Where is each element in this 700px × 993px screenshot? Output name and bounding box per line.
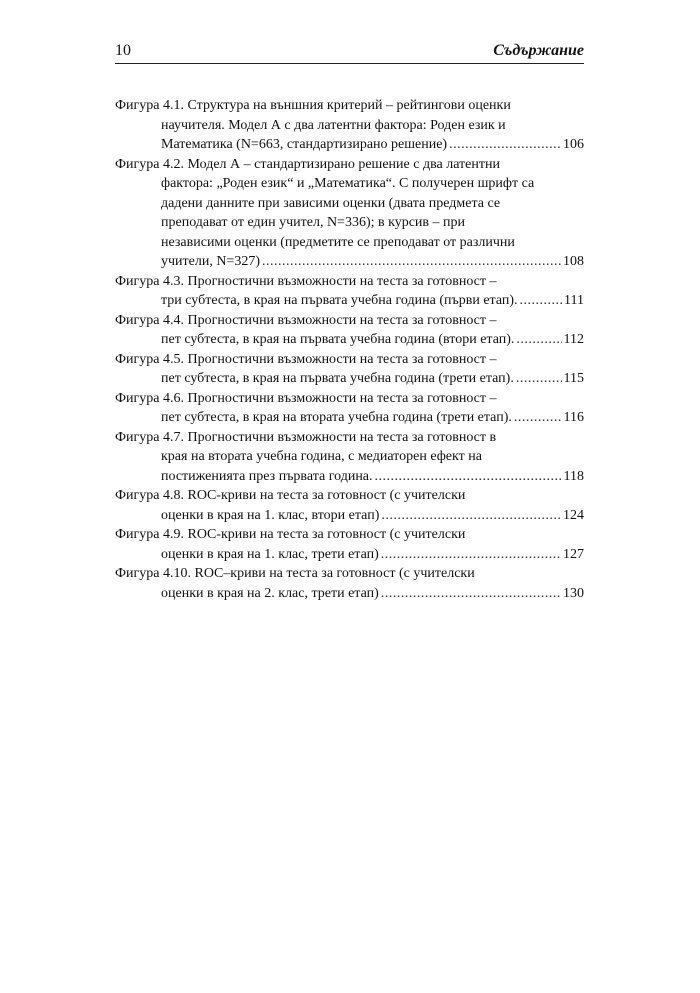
toc-entry-line — [115, 194, 584, 214]
dot-leader — [516, 330, 561, 350]
toc-entry[interactable] — [115, 155, 584, 272]
toc-entry-line — [115, 564, 584, 584]
toc-entry-line — [115, 252, 584, 272]
toc-entry[interactable] — [115, 311, 584, 350]
toc-entry-line — [115, 467, 584, 487]
toc-entry-line — [115, 135, 584, 155]
toc-entry-text: оценки в края на 1. клас, втори етап) — [161, 507, 380, 523]
toc-entry-line — [115, 369, 584, 389]
toc-entry[interactable] — [115, 389, 584, 428]
toc-entry[interactable] — [115, 96, 584, 155]
toc-entry-line — [115, 545, 584, 565]
toc-entry-text: Фигура 4.6. Прогностични възможности на теста за готовност – — [115, 390, 497, 406]
toc-entry-text: научителя. Модел А с два латентни фактора: Роден език и — [161, 117, 506, 133]
toc-entry-text: фактора: „Роден език“ и „Математика“. С получерен шрифт са — [161, 176, 535, 191]
toc-page-number: 118 — [563, 468, 584, 484]
toc-entry-text: независими оценки (предметите се преподават от различни — [161, 234, 515, 250]
toc-entry[interactable] — [115, 272, 584, 311]
toc-entry-text: Фигура 4.7. Прогностични възможности на теста за готовност в — [115, 429, 497, 445]
toc-page-number: 124 — [563, 507, 584, 523]
toc-entry[interactable] — [115, 564, 584, 603]
toc-entry-text: Математика (N=663, стандартизирано решение) — [161, 137, 448, 152]
toc-entry-text: Фигура 4.2. Модел А – стандартизирано решение с два латентни — [115, 156, 500, 172]
toc-entry[interactable] — [115, 428, 584, 487]
page-header — [115, 40, 584, 66]
toc-entry-line — [115, 447, 584, 467]
toc-entry-line — [115, 350, 584, 370]
toc-entry-text: учители, N=327) — [161, 254, 261, 269]
toc-entry-text: дадени данните при зависими оценки (двата предмета се — [161, 195, 501, 211]
toc-entry[interactable] — [115, 350, 584, 389]
toc-entry-line — [115, 291, 584, 311]
toc-entry-line — [115, 486, 584, 506]
dot-leader — [520, 291, 563, 311]
toc-entry-text: Фигура 4.8. ROC-криви на теста за готовност (с учителски — [115, 488, 466, 503]
toc-entry-text: пет субтеста, в края на първата учебна година (втори етап). — [161, 332, 515, 347]
toc-entry-text: Фигура 4.3. Прогностични възможности на теста за готовност – — [115, 273, 497, 289]
dot-leader — [381, 545, 561, 565]
dot-leader — [381, 506, 561, 526]
toc-entry-text: пет субтеста, в края на първата учебна година (трети етап). — [161, 371, 514, 386]
toc-entry-line — [115, 116, 584, 136]
toc-page-number: 108 — [563, 254, 584, 269]
toc-page-number: 116 — [563, 410, 584, 425]
toc-page-number: 112 — [563, 332, 584, 347]
table-of-figures — [115, 96, 584, 603]
toc-entry-line — [115, 330, 584, 350]
toc-entry-text: Фигура 4.4. Прогностични възможности на теста за готовност – — [115, 312, 497, 328]
toc-page-number: 106 — [563, 137, 584, 152]
dot-leader — [375, 467, 562, 487]
toc-entry-line — [115, 408, 584, 428]
toc-entry[interactable] — [115, 486, 584, 525]
dot-leader — [381, 584, 561, 604]
toc-entry-text: три субтеста, в края на първата учебна година (първи етап). — [161, 293, 518, 308]
toc-page-number: 130 — [563, 585, 584, 601]
toc-entry-text: постиженията през първата година. — [161, 468, 373, 484]
toc-entry-line — [115, 584, 584, 604]
running-title: Съдържание — [493, 42, 584, 59]
header-rule — [115, 63, 584, 64]
toc-entry-text: Фигура 4.10. ROC–криви на теста за готовност (с учителски — [115, 566, 475, 581]
toc-entry-line — [115, 506, 584, 526]
toc-entry-text: края на втората учебна година, с медиаторен ефект на — [161, 449, 482, 464]
toc-entry-line — [115, 233, 584, 253]
toc-entry-text: оценки в края на 1. клас, трети етап) — [161, 546, 379, 562]
toc-entry-text: оценки в края на 2. клас, трети етап) — [161, 585, 379, 601]
dot-leader — [262, 252, 561, 272]
toc-entry-text: Фигура 4.1. Структура на външния критерий – рейтингови оценки — [115, 98, 511, 113]
toc-entry[interactable] — [115, 525, 584, 564]
toc-entry-line — [115, 428, 584, 448]
toc-entry-text: преподават от един учител, N=336); в курсив – при — [161, 215, 466, 230]
page-number: 10 — [115, 42, 131, 59]
dot-leader — [514, 408, 562, 428]
toc-entry-line — [115, 174, 584, 194]
toc-entry-line — [115, 389, 584, 409]
toc-entry-text: Фигура 4.5. Прогностични възможности на теста за готовност – — [115, 351, 497, 367]
toc-entry-text: пет субтеста, в края на втората учебна година (трети етап). — [161, 410, 512, 425]
toc-entry-line — [115, 311, 584, 331]
toc-entry-line — [115, 272, 584, 292]
toc-page-number: 127 — [563, 546, 584, 562]
toc-page-number: 111 — [564, 293, 584, 308]
dot-leader — [449, 135, 561, 155]
dot-leader — [516, 369, 562, 389]
toc-entry-line — [115, 96, 584, 116]
toc-entry-line — [115, 155, 584, 175]
toc-entry-text: Фигура 4.9. ROC-криви на теста за готовност (с учителски — [115, 527, 466, 542]
toc-page-number: 115 — [563, 371, 584, 386]
toc-entry-line — [115, 213, 584, 233]
toc-entry-line — [115, 525, 584, 545]
